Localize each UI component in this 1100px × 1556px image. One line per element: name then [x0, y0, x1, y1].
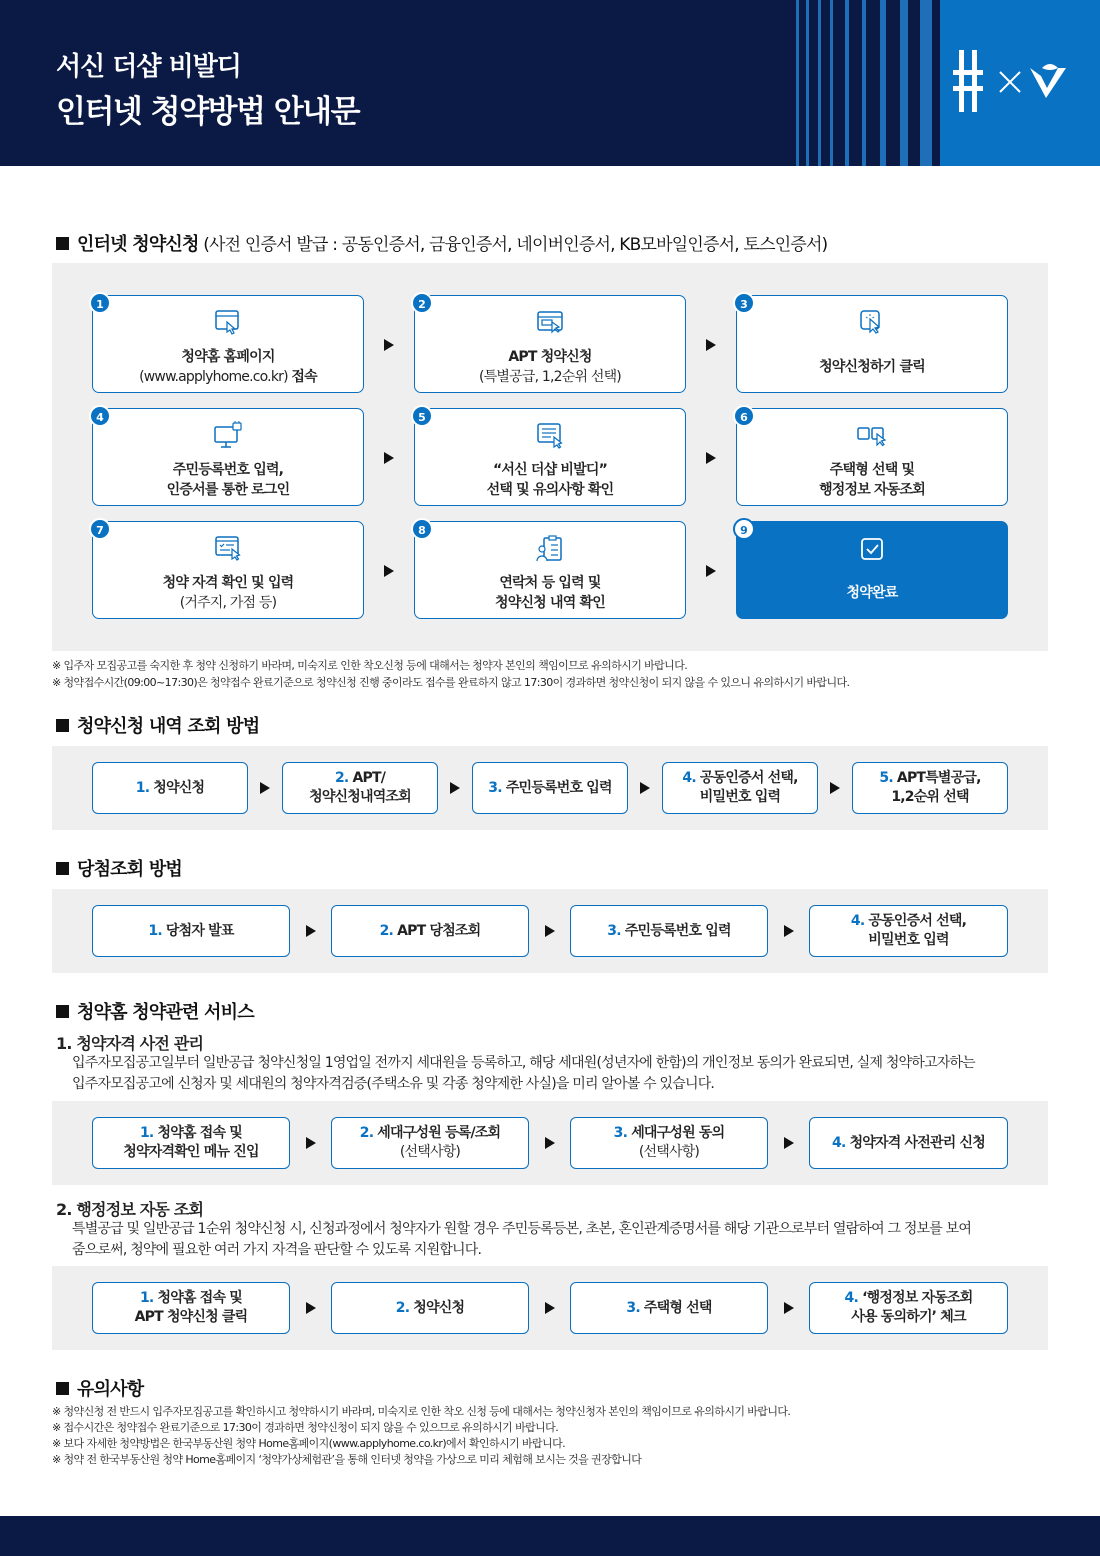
header-title-line1: 서신 더샵 비발디 — [56, 52, 241, 82]
header-stripe — [796, 0, 799, 166]
step-5 — [414, 408, 686, 506]
paragraph-line: 입주자모집공고에 신청자 및 세대원의 청약자격검증(주택소유 및 각종 청약제한 사실)을 미리 알아볼 수 있습니다. — [72, 1076, 715, 1092]
arrow-right-icon — [306, 925, 316, 937]
step-6 — [736, 408, 1008, 506]
step-number-badge: 1 — [89, 292, 111, 314]
flow-step-number: 4. — [832, 1134, 846, 1151]
arrow-right-icon — [640, 782, 650, 794]
flow-step-number: 2. — [379, 922, 394, 939]
flow-step — [570, 905, 768, 957]
bullet-square-icon — [56, 237, 69, 250]
paragraph-line: 입주자모집공고일부터 일반공급 청약신청일 1영업일 전까지 세대원을 등록하고, 해당 세대원(성년자에 한함)의 개인정보 동의가 완료되면, 실제 청약하고자하는 — [72, 1055, 975, 1071]
step-action-text: 접속 — [291, 369, 317, 385]
step-number-badge: 2 — [411, 292, 433, 314]
section-history-title — [56, 712, 259, 738]
section-title-text: 청약신청 내역 조회 방법 — [77, 716, 260, 737]
flow-step-label: ‘행정정보 자동조회 — [858, 1290, 973, 1306]
arrow-right-icon — [706, 565, 716, 577]
step-number-badge: 5 — [411, 405, 433, 427]
flow-step-number: 1. — [135, 779, 150, 796]
step-label-line1: APT 청약신청 — [508, 349, 592, 365]
header-stripe — [862, 0, 866, 166]
step-label-line1: 주민등록번호 입력, — [172, 462, 284, 478]
flow-step-label: 주택형 선택 — [639, 1299, 712, 1316]
step-label-line1: 연락처 등 입력 및 — [499, 575, 601, 591]
window-cursor-icon — [535, 308, 565, 338]
flow-step — [92, 1117, 290, 1169]
step-label-line2: (특별공급, 1,2순위 선택) — [479, 369, 621, 385]
flow-step-label-line2: APT 청약신청 클릭 — [134, 1309, 248, 1325]
arrow-right-icon — [784, 1302, 794, 1314]
section-winner-title — [56, 855, 182, 881]
section-title-text: 당첨조회 방법 — [77, 859, 182, 880]
flow-step-number: 2. — [334, 770, 349, 786]
header-title-line2: 인터넷 청약방법 안내문 — [56, 94, 360, 130]
monitor-lock-icon — [213, 421, 243, 451]
arrow-right-icon — [545, 925, 555, 937]
flow-step-number: 1. — [148, 922, 162, 939]
step-8 — [414, 521, 686, 619]
clipboard-person-icon — [535, 534, 565, 564]
flow-step-number: 3. — [607, 922, 621, 939]
flow-step-number: 4. — [844, 1290, 858, 1306]
click-pointer-icon — [857, 308, 887, 338]
step-label-line1: 주택형 선택 및 — [829, 462, 915, 478]
header-stripe — [900, 0, 908, 166]
flow-step-label: 청약홈 접속 및 — [153, 1290, 243, 1306]
flow-step-number: 3. — [488, 779, 502, 796]
flow-step-number: 4. — [682, 770, 696, 786]
flow-step — [331, 905, 529, 957]
flow-step — [662, 762, 818, 814]
step-label-line1: 청약홈 홈페이지 — [181, 349, 275, 365]
step-url-text: (www.applyhome.co.kr) — [139, 369, 292, 385]
note-line: ※ 청약접수시간(09:00~17:30)은 청약접수 완료기준으로 청약신청 진행 중이라도 접수를 완료하지 않고 17:30이 경과하면 청약신청이 되지 않을 수 있으니 유의하시기 바랍니다. — [52, 676, 850, 689]
step-label-line2: (거주지, 가점 등) — [179, 595, 277, 611]
flow-step-label: 공동인증서 선택, — [695, 770, 798, 786]
flow-step-label: 세대구성원 동의 — [627, 1125, 725, 1141]
step-number-badge: 4 — [89, 405, 111, 427]
flow-step-label: APT/ — [348, 770, 386, 786]
flow-step-label-line2: 비밀번호 입력 — [699, 789, 781, 805]
browser-click-icon — [213, 308, 243, 338]
caution-note: ※ 보다 자세한 청약방법은 한국부동산원 청약 Home홈페이지(www.applyhome.co.kr)에서 확인하시기 바랍니다. — [52, 1437, 566, 1450]
step-label-line2: 행정정보 자동조회 — [819, 482, 925, 498]
flow-step-number: 2. — [359, 1125, 374, 1141]
subsection-title: 1. 청약자격 사전 관리 — [56, 1034, 204, 1053]
header-stripe — [818, 0, 821, 166]
step-number-badge: 9 — [733, 518, 755, 540]
flow-step-label: 당첨자 발표 — [161, 922, 234, 939]
flow-step-number: 5. — [879, 770, 893, 786]
flow-step-number: 1. — [139, 1290, 154, 1306]
subsection-description — [72, 1053, 1052, 1095]
flow-step-label: APT특별공급, — [892, 770, 981, 786]
section-subtitle-text: (사전 인증서 발급 : 공동인증서, 금융인증서, 네이버인증서, KB모바일인증서, 토스인증서) — [198, 235, 828, 255]
bullet-square-icon — [56, 719, 69, 732]
header-stripe — [830, 0, 833, 166]
arrow-right-icon — [784, 1137, 794, 1149]
step-4 — [92, 408, 364, 506]
arrow-right-icon — [706, 452, 716, 464]
arrow-right-icon — [384, 452, 394, 464]
step-label-line1: 청약완료 — [846, 585, 898, 601]
flow-step-number: 1. — [139, 1125, 154, 1141]
caution-note: ※ 청약신청 전 반드시 입주자모집공고를 확인하시고 청약하시기 바라며, 미숙지로 인한 착오 신청 등에 대해서는 청약신청자 본인의 책임이므로 유의하시기 바랍니다. — [52, 1405, 791, 1418]
flow-step-number: 3. — [613, 1125, 628, 1141]
subsection-title: 2. 행정정보 자동 조회 — [56, 1200, 204, 1219]
flow-panel — [52, 1101, 1048, 1185]
section-title-text: 인터넷 청약신청 — [77, 234, 199, 255]
flow-step — [331, 1282, 529, 1334]
step-label-line2 — [93, 366, 363, 386]
arrow-right-icon — [384, 565, 394, 577]
select-option-icon — [857, 421, 887, 451]
arrow-right-icon — [384, 339, 394, 351]
step-label-line2: 선택 및 유의사항 확인 — [486, 482, 614, 498]
flow-step-label-line2: (선택사항) — [638, 1144, 700, 1160]
flow-step-label-line2: (선택사항) — [399, 1144, 461, 1160]
section-title-text: 청약홈 청약관련 서비스 — [77, 1002, 254, 1023]
section-internet-apply-title — [56, 230, 827, 256]
flow-step — [92, 762, 248, 814]
caution-note: ※ 청약 전 한국부동산원 청약 Home홈페이지 ‘청약가상체험관’을 통해 인터넷 청약을 가상으로 미리 체험해 보시는 것을 권장합니다 — [52, 1453, 642, 1466]
flow-step — [809, 905, 1008, 957]
flow-step-label-line2: 청약자격확인 메뉴 진입 — [123, 1144, 259, 1160]
header-stripe — [920, 0, 932, 166]
flow-step-label: 청약신청 — [149, 779, 205, 796]
section-services-title — [56, 998, 254, 1024]
flow-panel — [52, 889, 1048, 973]
note-line: ※ 입주자 모집공고를 숙지한 후 청약 신청하기 바라며, 미숙지로 인한 착오신청 등에 대해서는 청약자 본인의 책임이므로 유의하시기 바랍니다. — [52, 659, 688, 672]
header-stripe — [806, 0, 809, 166]
flow-step-label: 청약신청 — [409, 1299, 465, 1316]
arrow-right-icon — [260, 782, 270, 794]
step-label-line1: “서신 더샵 비발디” — [492, 462, 608, 478]
flow-step-number: 2. — [395, 1299, 410, 1316]
bullet-square-icon — [56, 862, 69, 875]
flow-step-label-line2: 청약신청내역조회 — [309, 789, 411, 805]
footer-bar — [0, 1516, 1100, 1556]
step-label-line1: 청약 자격 확인 및 입력 — [162, 575, 294, 591]
flow-step-number: 3. — [626, 1299, 640, 1316]
flow-step-label-line2: 사용 동의하기’ 체크 — [851, 1309, 966, 1325]
step-9-complete — [736, 521, 1008, 619]
flow-panel — [52, 746, 1048, 830]
flow-panel — [52, 1266, 1048, 1350]
header-stripe — [880, 0, 886, 166]
caution-note: ※ 접수시간은 청약접수 완료기준으로 17:30이 경과하면 청약신청이 되지 않을 수 있으므로 유의하시기 바랍니다. — [52, 1421, 559, 1434]
section-caution-title — [56, 1375, 143, 1401]
flow-step — [92, 1282, 290, 1334]
step-number-badge: 6 — [733, 405, 755, 427]
header-stripe — [845, 0, 849, 166]
brand-logo-icon — [950, 42, 1080, 122]
arrow-right-icon — [450, 782, 460, 794]
flow-step-label-line2: 비밀번호 입력 — [868, 932, 949, 948]
checkbox-icon — [857, 534, 887, 564]
subsection-description — [72, 1219, 1052, 1261]
section-title-text: 유의사항 — [77, 1379, 144, 1400]
bullet-square-icon — [56, 1005, 69, 1018]
paragraph-line: 줌으로써, 청약에 필요한 여러 가지 자격을 판단할 수 있도록 지원합니다. — [72, 1242, 482, 1258]
list-screen-icon — [535, 421, 565, 451]
step-panel — [52, 263, 1048, 651]
arrow-right-icon — [545, 1137, 555, 1149]
flow-step-number: 4. — [850, 913, 865, 929]
flow-step — [570, 1117, 768, 1169]
bullet-square-icon — [56, 1382, 69, 1395]
arrow-right-icon — [830, 782, 840, 794]
step-number-badge: 7 — [89, 518, 111, 540]
flow-step-label: 세대구성원 등록/조회 — [373, 1125, 501, 1141]
step-number-badge: 8 — [411, 518, 433, 540]
flow-step — [282, 762, 438, 814]
flow-step-label: 주민등록번호 입력 — [620, 922, 731, 939]
flow-step-label: 주민등록번호 입력 — [501, 779, 612, 796]
flow-step-label: 청약홈 접속 및 — [153, 1125, 243, 1141]
arrow-right-icon — [784, 925, 794, 937]
arrow-right-icon — [545, 1302, 555, 1314]
step-3 — [736, 295, 1008, 393]
flow-step — [809, 1117, 1008, 1169]
paragraph-line: 특별공급 및 일반공급 1순위 청약신청 시, 신청과정에서 청약자가 원할 경우 주민등록등본, 초본, 혼인관계증명서를 해당 기관으로부터 열람하여 그 정보를 보여 — [72, 1221, 972, 1237]
step-1 — [92, 295, 364, 393]
step-number-badge: 3 — [733, 292, 755, 314]
step-label-line2: 인증서를 통한 로그인 — [166, 482, 290, 498]
checklist-screen-icon — [213, 534, 243, 564]
flow-step — [809, 1282, 1008, 1334]
flow-step-label: 청약자격 사전관리 신청 — [845, 1134, 985, 1151]
header-banner — [0, 0, 1100, 166]
flow-step — [852, 762, 1008, 814]
step-label-line1: 청약신청하기 클릭 — [819, 359, 925, 375]
arrow-right-icon — [306, 1302, 316, 1314]
arrow-right-icon — [306, 1137, 316, 1149]
flow-step — [92, 905, 290, 957]
flow-step-label-line2: 1,2순위 선택 — [891, 789, 969, 805]
step-7 — [92, 521, 364, 619]
flow-step — [570, 1282, 768, 1334]
flow-step — [472, 762, 628, 814]
step-2 — [414, 295, 686, 393]
arrow-right-icon — [706, 339, 716, 351]
flow-step — [331, 1117, 529, 1169]
flow-step-label: 공동인증서 선택, — [864, 913, 967, 929]
flow-step-label: APT 당첨조회 — [393, 922, 481, 939]
step-label-line2: 청약신청 내역 확인 — [495, 595, 605, 611]
